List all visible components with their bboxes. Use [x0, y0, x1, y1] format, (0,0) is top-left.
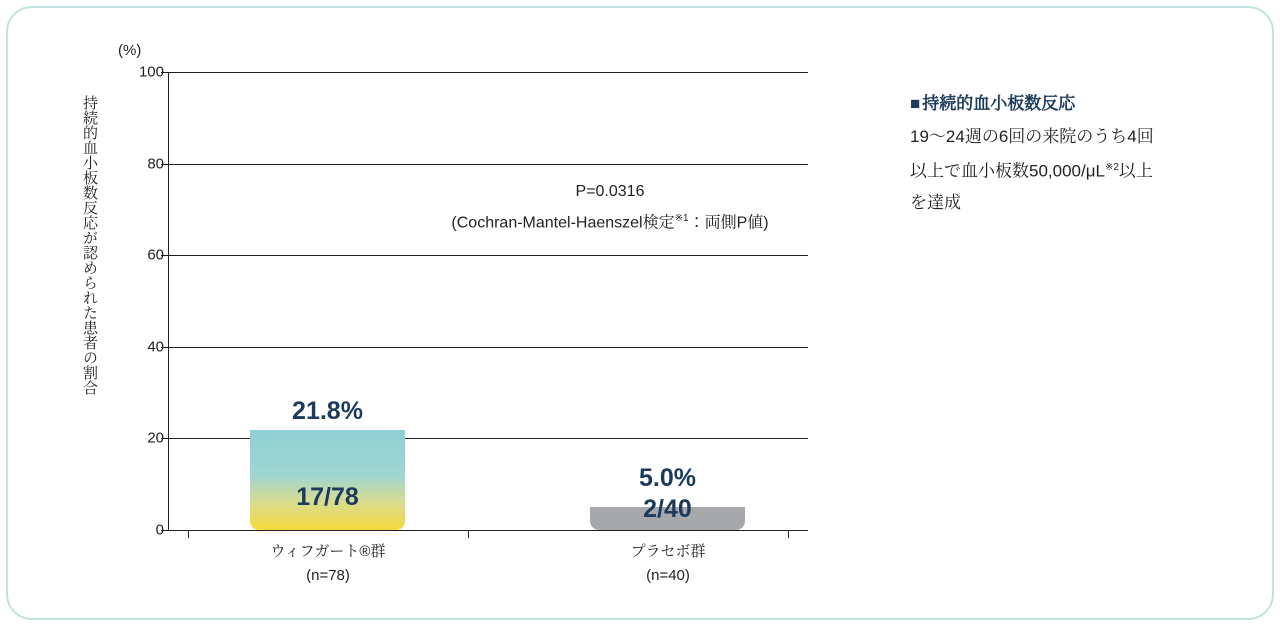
p-value-line1: P=0.0316 [575, 183, 645, 200]
y-tick-80: 80 [147, 155, 164, 173]
y-tick-60: 60 [147, 246, 164, 264]
bar-fraction-efgartigimod: 17/78 [296, 483, 359, 511]
side-note-line3: を達成 [910, 192, 961, 212]
x-label-placebo-name: プラセボ群 [630, 543, 706, 560]
x-label-efgartigimod-name: ウィフガート®群 [270, 543, 386, 560]
square-bullet-icon: ■ [910, 94, 921, 113]
x-tick-mid [468, 530, 469, 538]
x-label-efgartigimod-n: (n=78) [306, 567, 350, 584]
y-tick-100: 100 [138, 63, 164, 81]
tickmark-0 [161, 530, 168, 531]
x-label-placebo [578, 540, 758, 588]
p-value-line2 [380, 205, 840, 236]
side-note-line2 [910, 152, 1240, 187]
gridline-40 [168, 347, 808, 348]
tickmark-100 [161, 72, 168, 73]
y-axis-ticks [118, 63, 164, 539]
x-label-placebo-n: (n=40) [646, 567, 690, 584]
y-tick-20: 20 [147, 429, 164, 447]
y-axis-title: 持続的血小板数反応が認められた患者の割合 [81, 95, 98, 395]
gridline-100 [168, 72, 808, 73]
bar-efgartigimod [250, 430, 405, 530]
bar-value-placebo: 5.0% [639, 464, 696, 492]
plot-area [168, 72, 808, 584]
gridline-80 [168, 164, 808, 165]
p-value-sided: ：両側P値) [688, 214, 769, 232]
y-tick-0: 0 [155, 521, 164, 539]
side-note-line2-pre: 以上で血小板数50,000/μL [910, 161, 1105, 181]
p-value-test-name: (Cochran-Mantel-Haenszel検定 [451, 214, 675, 232]
gridline-60 [168, 255, 808, 256]
side-note-line1: 19〜24週の6回の来院のうち4回 [910, 127, 1154, 146]
tickmark-20 [161, 438, 168, 439]
tickmark-60 [161, 255, 168, 256]
p-value-footnote-marker: ※1 [674, 213, 689, 224]
tickmark-40 [161, 347, 168, 348]
p-value-annotation [380, 178, 840, 236]
x-tick-left [188, 530, 189, 538]
y-tick-40: 40 [147, 338, 164, 356]
x-label-efgartigimod [238, 540, 418, 588]
y-axis-line [168, 72, 169, 530]
side-note-title-text: 持続的血小板数反応 [922, 94, 1076, 113]
y-axis-unit: (%) [118, 42, 142, 59]
bar-value-efgartigimod: 21.8% [292, 397, 363, 425]
x-tick-right [788, 530, 789, 538]
side-note-line2-post: 以上 [1118, 161, 1153, 181]
side-note-footnote-marker: ※2 [1104, 162, 1119, 173]
side-note [910, 88, 1240, 218]
x-axis-line [168, 530, 808, 531]
side-note-body [910, 121, 1240, 218]
side-note-title [910, 88, 1240, 119]
bar-fraction-placebo: 2/40 [643, 495, 692, 523]
tickmark-80 [161, 164, 168, 165]
